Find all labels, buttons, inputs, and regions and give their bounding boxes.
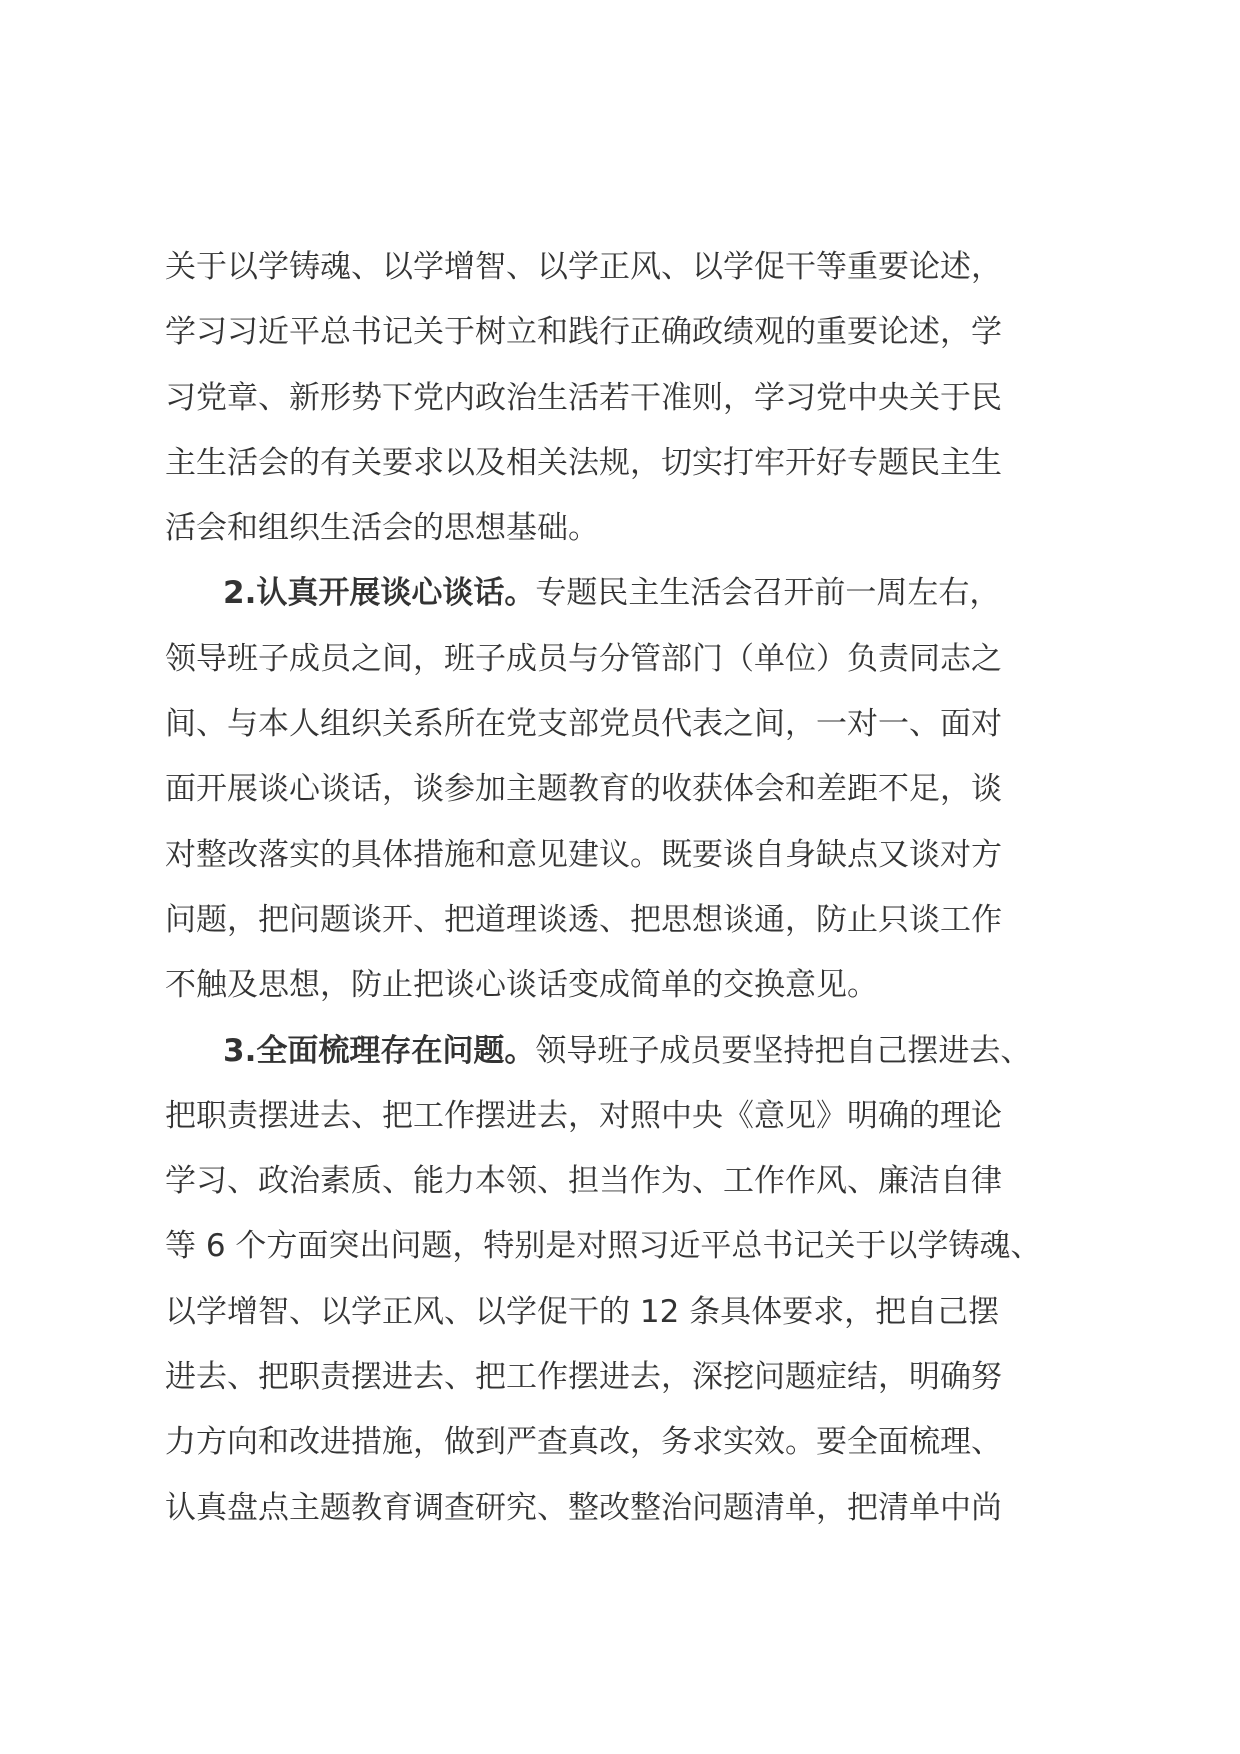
document-body <box>165 235 1085 1541</box>
paragraph-2-first-line <box>165 561 1085 626</box>
paragraph-2-line: 领导班子成员之间，班子成员与分管部门（单位）负责同志之 <box>165 640 1002 677</box>
paragraph-3-line: 认真盘点主题教育调查研究、整改整治问题清单，把清单中尚 <box>165 1489 1002 1526</box>
paragraph-3-line: 等 6 个方面突出问题，特别是对照习近平总书记关于以学铸魂、 <box>165 1228 1042 1265</box>
section-heading-2: 2.认真开展谈心谈话。 <box>223 575 536 612</box>
paragraph-3-first-line-text: 领导班子成员要坚持把自己摆进去、 <box>535 1032 1032 1069</box>
paragraph-1-line: 习党章、新形势下党内政治生活若干准则，学习党中央关于民 <box>165 379 1002 416</box>
paragraph-3-line: 学习、政治素质、能力本领、担当作为、工作作风、廉洁自律 <box>165 1163 1002 1200</box>
paragraph-1-line: 关于以学铸魂、以学增智、以学正风、以学促干等重要论述， <box>165 249 1002 285</box>
paragraph-3-first-line <box>165 1019 1085 1084</box>
paragraph-3-line: 进去、把职责摆进去、把工作摆进去，深挖问题症结，明确努 <box>165 1359 1002 1396</box>
paragraph-2-line: 间、与本人组织关系所在党支部党员代表之间，一对一、面对 <box>165 706 1002 743</box>
paragraph-2-line: 问题，把问题谈开、把道理谈透、把思想谈通，防止只谈工作 <box>165 901 1002 938</box>
paragraph-1-line: 主生活会的有关要求以及相关法规，切实打牢开好专题民主生 <box>165 444 1002 481</box>
paragraph-3-line: 力方向和改进措施，做到严查真改，务求实效。要全面梳理、 <box>165 1424 1002 1461</box>
paragraph-2-line: 面开展谈心谈话，谈参加主题教育的收获体会和差距不足，谈 <box>165 771 1002 808</box>
paragraph-1-line: 学习习近平总书记关于树立和践行正确政绩观的重要论述，学 <box>165 314 1002 351</box>
paragraph-3-line: 以学增智、以学正风、以学促干的 12 条具体要求，把自己摆 <box>165 1293 1000 1330</box>
paragraph-3-line: 把职责摆进去、把工作摆进去，对照中央《意见》明确的理论 <box>165 1097 1002 1134</box>
paragraph-1-line: 活会和组织生活会的思想基础。 <box>165 510 599 547</box>
section-heading-3: 3.全面梳理存在问题。 <box>223 1032 536 1069</box>
paragraph-2-line: 不触及思想，防止把谈心谈话变成简单的交换意见。 <box>165 967 878 1004</box>
paragraph-2-first-line-text: 专题民主生活会召开前一周左右， <box>535 575 1001 612</box>
paragraph-2-line: 对整改落实的具体措施和意见建议。既要谈自身缺点又谈对方 <box>165 836 1002 873</box>
